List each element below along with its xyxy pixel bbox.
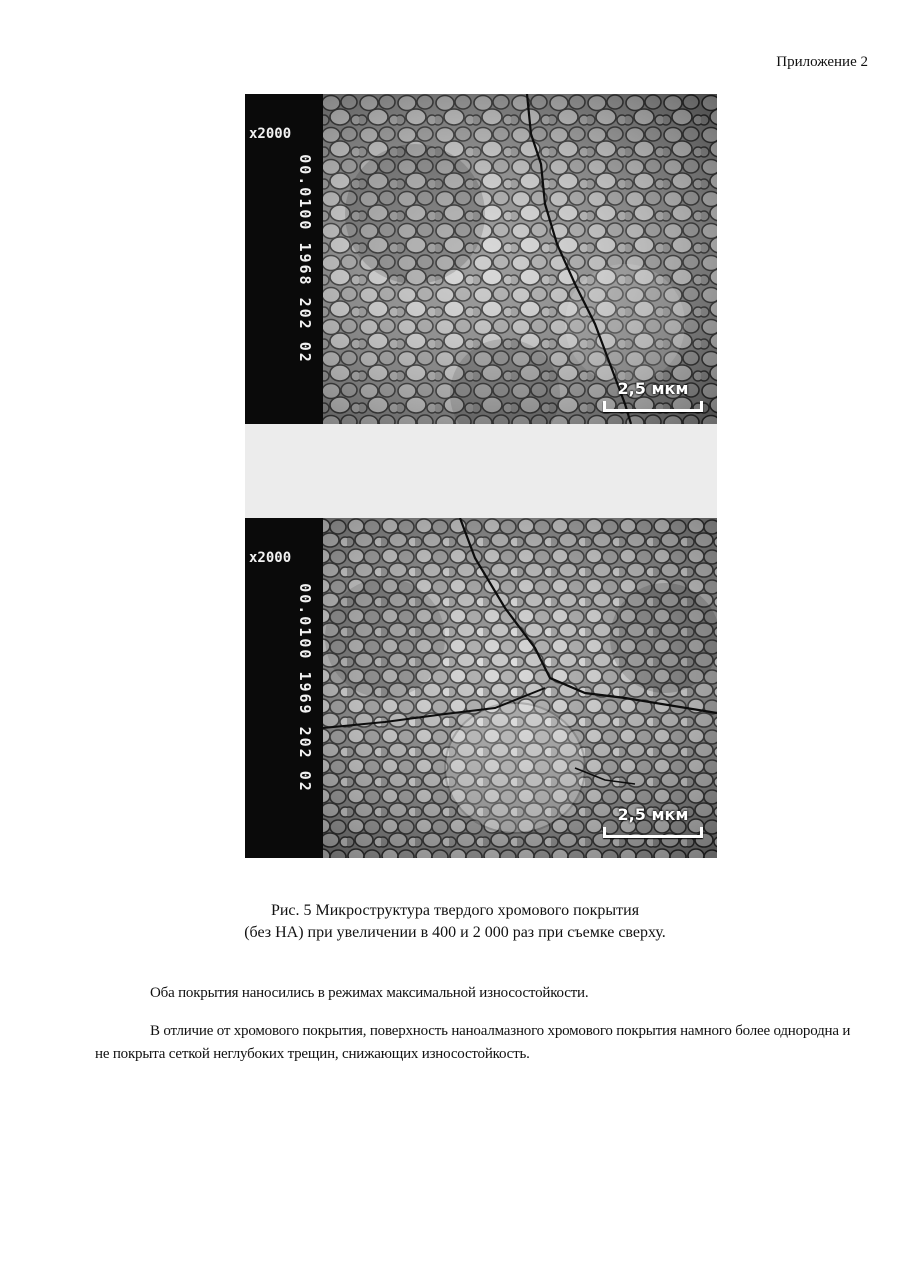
caption-line-1: Рис. 5 Микроструктура твердого хромового покрытия [270, 902, 640, 919]
micrograph-bottom [245, 518, 717, 858]
micrograph-code-strip [293, 100, 317, 418]
magnification-label: x2000 [249, 126, 292, 142]
micrograph-bottom-data-strip [245, 518, 323, 858]
micrograph-code: 00.0100 1968 202 02 [296, 154, 314, 364]
scale-line [603, 827, 703, 838]
body-paragraph-1: Оба покрытия наносились в режимах максимальной износостойкости. [150, 985, 589, 1001]
scale-bar [603, 805, 703, 838]
scale-label: 2,5 мкм [617, 805, 689, 824]
scale-bar [603, 379, 703, 412]
micrograph-top [245, 94, 717, 424]
caption-line-2: (без НА) при увеличении в 400 и 2 000 раз при съемке сверху. [244, 924, 666, 941]
micrograph-code-strip [293, 524, 317, 852]
figure-gap [245, 424, 717, 518]
magnification-label: x2000 [249, 550, 292, 566]
body-paragraph-2: В отличие от хромового покрытия, поверхность наноалмазного хромового покрытия намного более однородна и не покрыта сеткой неглубоких трещин, снижающих износостойкость. [95, 1023, 851, 1062]
micrograph-code: 00.0100 1969 202 02 [296, 583, 314, 793]
micrograph-top-data-strip [245, 94, 323, 424]
figure-caption [130, 900, 780, 944]
scale-label: 2,5 мкм [617, 379, 689, 398]
appendix-label: Приложение 2 [776, 54, 868, 70]
scale-line [603, 401, 703, 412]
